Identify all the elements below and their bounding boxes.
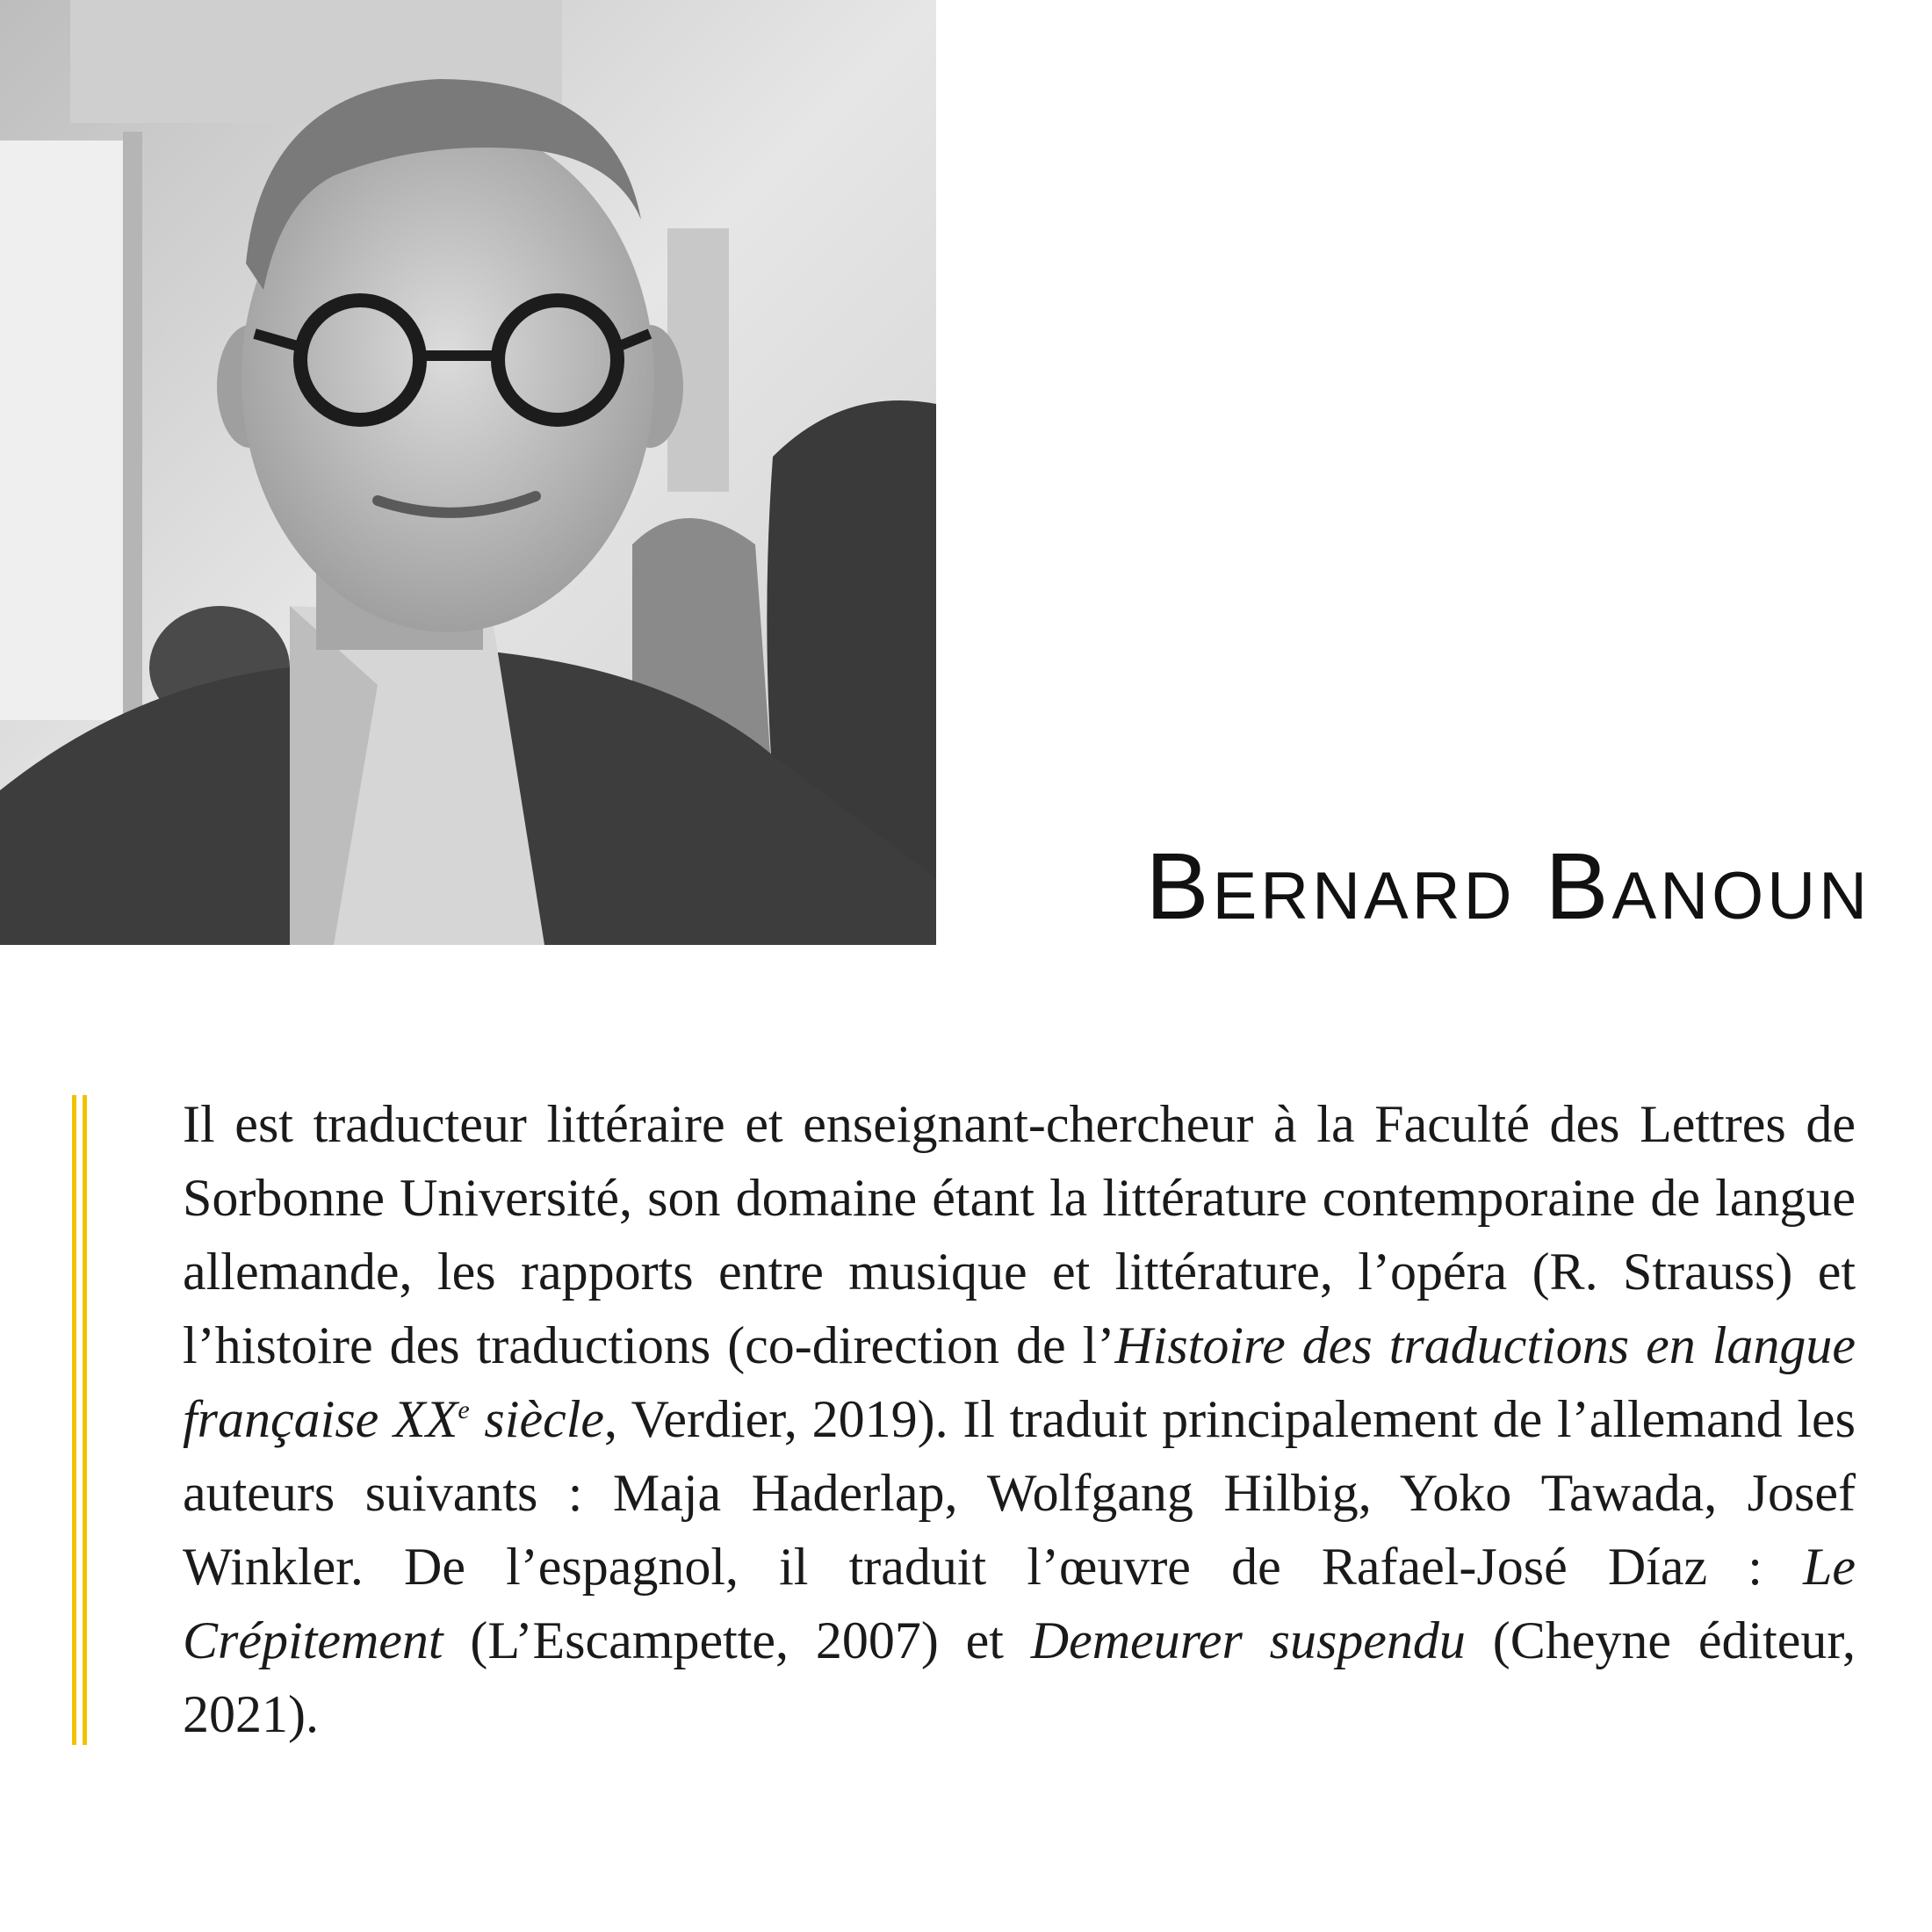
accent-bar bbox=[72, 1095, 88, 1745]
superscript-e: e bbox=[458, 1395, 470, 1424]
accent-line bbox=[72, 1095, 76, 1745]
accent-line bbox=[83, 1095, 87, 1745]
bio-text: , Verdier, 2019). Il traduit principalement de l’allemand les auteurs suivants : Maja Haderlap, Wolfgang Hilbig, Yoko Tawada, Josef Winkler. De l’espagnol, il traduit l’œuvre de Rafael-José Díaz : bbox=[183, 1390, 1856, 1596]
author-biography bbox=[183, 1087, 1856, 1751]
book-title-part: Histoire des traductions en langue française XX bbox=[183, 1316, 1856, 1448]
portrait-illustration bbox=[0, 0, 936, 945]
author-name: Bernard Banoun bbox=[1145, 833, 1871, 939]
bio-text: (Cheyne éditeur, 2021). bbox=[183, 1611, 1856, 1743]
bio-text: Il est traducteur littéraire et enseignant-chercheur à la Faculté des Lettres de Sorbonne Université, son domaine étant la littérature contemporaine de langue allemande, les rapports entre musique et littérature, l’opéra (R. Strauss) et l’histoire des traductions (co-direction de l’ bbox=[183, 1095, 1856, 1374]
author-portrait-photo bbox=[0, 0, 936, 945]
book-title-part: siècle bbox=[469, 1390, 605, 1448]
book-title-demeurer: Demeurer suspendu bbox=[1030, 1611, 1466, 1669]
bio-text: (L’Escampette, 2007) et bbox=[443, 1611, 1031, 1669]
book-title-crepitement: Le Crépitement bbox=[183, 1538, 1856, 1669]
